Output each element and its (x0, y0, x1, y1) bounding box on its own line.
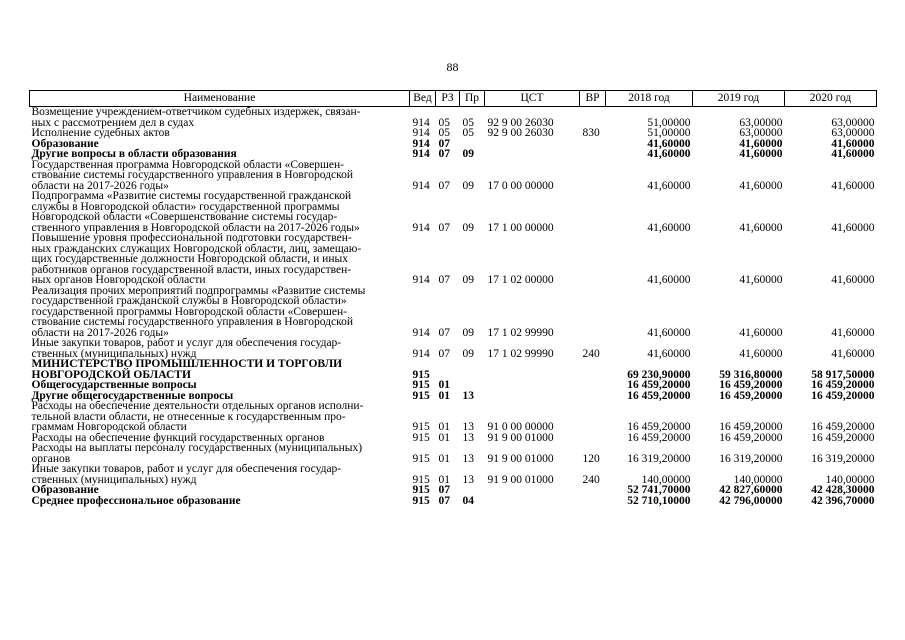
cell-2019: 16 459,20000 (719, 421, 783, 433)
cell-rz: 01 (438, 421, 450, 433)
cell-2020: 63,00000 (831, 116, 875, 129)
table-row (30, 338, 877, 359)
cell-cst (485, 359, 580, 380)
cell-ved: 914 (412, 127, 430, 139)
cell-vr (580, 286, 606, 339)
cell-pr: 09 (462, 326, 474, 339)
cell-vr (580, 149, 606, 160)
header-pr: Пр (460, 91, 485, 107)
cell-pr: 09 (462, 148, 474, 160)
cell-rz: 01 (438, 389, 450, 402)
cell-name: Образование (31, 484, 99, 496)
table-row (30, 128, 877, 139)
table-row (30, 496, 877, 507)
cell-vr (580, 496, 606, 507)
table-row (30, 380, 877, 391)
table-row (30, 233, 877, 286)
cell-ved: 914 (412, 347, 430, 360)
page-number: 88 (446, 60, 459, 74)
table-row (30, 359, 877, 380)
cell-2018: 52 710,10000 (627, 494, 691, 507)
cell-ved: 914 (412, 221, 430, 234)
cell-name: Исполнение судебных актов (31, 127, 170, 139)
cell-pr: 04 (462, 494, 474, 507)
cell-vr: 120 (582, 452, 600, 465)
cell-vr: 240 (582, 473, 600, 486)
cell-2019: 42 796,00000 (719, 494, 783, 507)
cell-pr: 09 (462, 274, 474, 286)
cell-cst (485, 391, 580, 402)
header-ved: Вед (410, 91, 436, 107)
cell-rz: 05 (438, 127, 450, 139)
cell-cst: 92 9 00 26030 (487, 127, 554, 139)
cell-2018: 41,60000 (647, 179, 691, 192)
cell-2020: 41,60000 (831, 148, 875, 160)
cell-cst: 17 1 02 00000 (487, 274, 554, 286)
cell-name: Государственная программа Новгородской области «Совершен- ствование системы государственного управления в Новгородской области на 2017-2026 годы» (31, 158, 353, 192)
header-2020: 2020 год (785, 91, 877, 107)
cell-vr (580, 391, 606, 402)
cell-cst: 91 0 00 00000 (487, 421, 554, 433)
cell-vr (580, 380, 606, 391)
cell-ved: 915 (412, 473, 430, 486)
table-row (30, 401, 877, 433)
cell-2019: 41,60000 (739, 148, 783, 160)
cell-rz: 07 (438, 137, 450, 150)
table-row (30, 443, 877, 464)
cell-ved: 915 (412, 484, 430, 496)
table-row (30, 286, 877, 339)
cell-2019: 16 319,20000 (719, 452, 783, 465)
cell-name: Другие общегосударственные вопросы (31, 389, 234, 402)
cell-ved: 915 (412, 379, 430, 391)
cell-ved: 914 (412, 116, 430, 129)
cell-name: Расходы на обеспечение деятельности отдельных органов исполни- тельной власти области, не отнесенные к государственным про- граммам Новгородской области (31, 400, 364, 433)
cell-name: Реализация прочих мероприятий подпрограммы «Развитие системы государственной гражданской службы в Новгородской области» государственной программы Новгородской области «Совершен- ствование системы государственного управления в Новгородской области на 2017-2026 годы» (31, 284, 366, 339)
cell-ved: 915 (412, 421, 430, 433)
cell-name: Иные закупки товаров, работ и услуг для обеспечения государ- ственных (муниципальных) нужд (31, 337, 342, 360)
cell-2019: 16 459,20000 (719, 379, 783, 391)
cell-2018: 41,60000 (647, 274, 691, 286)
header-cst: ЦСТ (485, 91, 580, 107)
cell-name: Образование (31, 137, 99, 150)
cell-name: Иные закупки товаров, работ и услуг для обеспечения государ- ственных (муниципальных) нужд (31, 463, 342, 486)
cell-pr: 05 (462, 116, 474, 129)
cell-2019: 140,00000 (733, 473, 783, 486)
cell-cst (485, 380, 580, 391)
cell-2020: 140,00000 (825, 473, 875, 486)
cell-rz: 07 (438, 494, 450, 507)
cell-ved: 915 (412, 494, 430, 507)
cell-vr (580, 401, 606, 433)
cell-rz: 07 (438, 326, 450, 339)
cell-2020: 41,60000 (831, 326, 875, 339)
cell-ved: 914 (412, 179, 430, 192)
cell-2018: 16 459,20000 (627, 431, 691, 444)
cell-2020: 16 459,20000 (811, 379, 875, 391)
cell-cst: 91 9 00 01000 (487, 452, 554, 465)
cell-2020: 42 428,30000 (811, 484, 875, 496)
cell-2019: 41,60000 (739, 347, 783, 360)
table-row (30, 107, 877, 129)
cell-vr (580, 107, 606, 129)
cell-2020: 42 396,70000 (811, 494, 875, 507)
cell-ved: 914 (412, 148, 430, 160)
cell-vr (580, 433, 606, 444)
cell-pr: 09 (462, 221, 474, 234)
cell-2018: 41,60000 (647, 137, 691, 150)
cell-2020: 58 917,50000 (811, 368, 875, 381)
cell-pr: 13 (462, 431, 474, 444)
cell-2018: 140,00000 (641, 473, 691, 486)
cell-pr: 09 (462, 347, 474, 360)
header-2019: 2019 год (693, 91, 785, 107)
cell-vr (580, 485, 606, 496)
table-header-row (30, 91, 877, 107)
table-body (30, 107, 877, 507)
cell-2018: 51,00000 (647, 127, 691, 139)
cell-name: Расходы на выплаты персоналу государственных (муниципальных) органов (31, 442, 363, 465)
cell-pr: 13 (462, 421, 474, 433)
cell-2018: 16 459,20000 (627, 379, 691, 391)
cell-2019: 41,60000 (739, 326, 783, 339)
budget-table (29, 90, 877, 506)
cell-2019: 63,00000 (739, 127, 783, 139)
cell-cst (485, 149, 580, 160)
cell-2018: 41,60000 (647, 148, 691, 160)
cell-name: Повышение уровня профессиональной подготовки государствен- ных гражданских служащих Новгородской области, лиц, замещаю- щих государственные должности Новгородской области, и иных работников органов государственной власти, иных государствен- ных органов Новгородской области (31, 232, 362, 286)
cell-2018: 16 459,20000 (627, 389, 691, 402)
cell-2018: 51,00000 (647, 116, 691, 129)
cell-name: Подпрограмма «Развитие системы государственной гражданской службы в Новгородской области» государственной программы Новгородской области «Совершенствование системы государ- ственного управления в Новгородской области на 2017-2026 годы» (31, 190, 360, 234)
cell-vr (580, 160, 606, 192)
table-row (30, 191, 877, 233)
cell-cst: 92 9 00 26030 (487, 116, 554, 129)
cell-pr: 13 (462, 452, 474, 465)
cell-2020: 16 459,20000 (811, 421, 875, 433)
cell-2020: 16 459,20000 (811, 389, 875, 402)
cell-rz: 07 (438, 347, 450, 360)
cell-rz: 07 (438, 179, 450, 192)
cell-ved: 915 (412, 389, 430, 402)
cell-ved: 915 (412, 431, 430, 444)
cell-name: МИНИСТЕРСТВО ПРОМЫШЛЕННОСТИ И ТОРГОВЛИ НОВГОРОДСКОЙ ОБЛАСТИ (31, 358, 343, 381)
cell-2020: 16 459,20000 (811, 431, 875, 444)
cell-vr (580, 233, 606, 286)
cell-pr (460, 485, 485, 496)
cell-rz: 01 (438, 379, 450, 391)
cell-2018: 52 741,70000 (627, 484, 691, 496)
cell-2019: 41,60000 (739, 221, 783, 234)
cell-rz: 01 (438, 452, 450, 465)
cell-cst (485, 139, 580, 150)
cell-vr (580, 139, 606, 150)
cell-cst: 17 1 02 99990 (487, 347, 554, 360)
cell-2018: 41,60000 (647, 326, 691, 339)
cell-rz: 01 (438, 473, 450, 486)
cell-rz: 07 (438, 221, 450, 234)
cell-2019: 42 827,60000 (719, 484, 783, 496)
cell-rz: 05 (438, 116, 450, 129)
header-2018: 2018 год (606, 91, 693, 107)
cell-2018: 41,60000 (647, 221, 691, 234)
cell-pr (460, 380, 485, 391)
cell-2018: 16 459,20000 (627, 421, 691, 433)
cell-pr: 05 (462, 127, 474, 139)
table-row (30, 485, 877, 496)
cell-cst: 91 9 00 01000 (487, 431, 554, 444)
cell-pr (460, 359, 485, 380)
cell-2019: 41,60000 (739, 137, 783, 150)
header-vr: ВР (580, 91, 606, 107)
cell-2020: 41,60000 (831, 274, 875, 286)
cell-2020: 41,60000 (831, 179, 875, 192)
cell-2019: 41,60000 (739, 274, 783, 286)
cell-2020: 41,60000 (831, 137, 875, 150)
cell-rz (436, 359, 460, 380)
cell-2020: 41,60000 (831, 221, 875, 234)
cell-2019: 59 316,80000 (719, 368, 783, 381)
cell-cst (485, 485, 580, 496)
table-row (30, 464, 877, 485)
table-row (30, 149, 877, 160)
cell-rz: 07 (438, 484, 450, 496)
cell-rz: 01 (438, 431, 450, 444)
cell-vr (580, 191, 606, 233)
cell-pr: 09 (462, 179, 474, 192)
cell-2020: 16 319,20000 (811, 452, 875, 465)
cell-cst: 17 0 00 00000 (487, 179, 554, 192)
cell-2018: 41,60000 (647, 347, 691, 360)
cell-ved: 914 (412, 137, 430, 150)
cell-2018: 16 319,20000 (627, 452, 691, 465)
cell-name: Среднее профессиональное образование (31, 494, 241, 507)
cell-ved: 914 (412, 274, 430, 286)
cell-ved: 915 (412, 368, 430, 381)
table-row (30, 160, 877, 192)
cell-vr: 240 (582, 347, 600, 360)
cell-vr (580, 359, 606, 380)
cell-2018: 69 230,90000 (627, 368, 691, 381)
cell-ved: 915 (412, 452, 430, 465)
cell-2019: 16 459,20000 (719, 389, 783, 402)
header-rz: РЗ (436, 91, 460, 107)
cell-rz: 07 (438, 274, 450, 286)
cell-2020: 63,00000 (831, 127, 875, 139)
cell-name: Расходы на обеспечение функций государственных органов (31, 431, 325, 444)
cell-vr: 830 (582, 127, 600, 139)
cell-2019: 63,00000 (739, 116, 783, 129)
cell-2019: 41,60000 (739, 179, 783, 192)
cell-pr: 13 (462, 389, 474, 402)
cell-2020: 41,60000 (831, 347, 875, 360)
cell-cst: 17 1 00 00000 (487, 221, 554, 234)
cell-name: Общегосударственные вопросы (31, 379, 197, 391)
cell-2019: 16 459,20000 (719, 431, 783, 444)
cell-pr: 13 (462, 473, 474, 486)
cell-rz: 07 (438, 148, 450, 160)
cell-ved: 914 (412, 326, 430, 339)
cell-cst: 17 1 02 99990 (487, 326, 554, 339)
cell-cst (485, 496, 580, 507)
header-name: Наименование (30, 91, 410, 107)
cell-name: Другие вопросы в области образования (31, 148, 237, 160)
cell-cst: 91 9 00 01000 (487, 473, 554, 486)
cell-name: Возмещение учреждением-ответчиком судебных издержек, связан- ных с рассмотрением дел в судах (31, 106, 361, 129)
